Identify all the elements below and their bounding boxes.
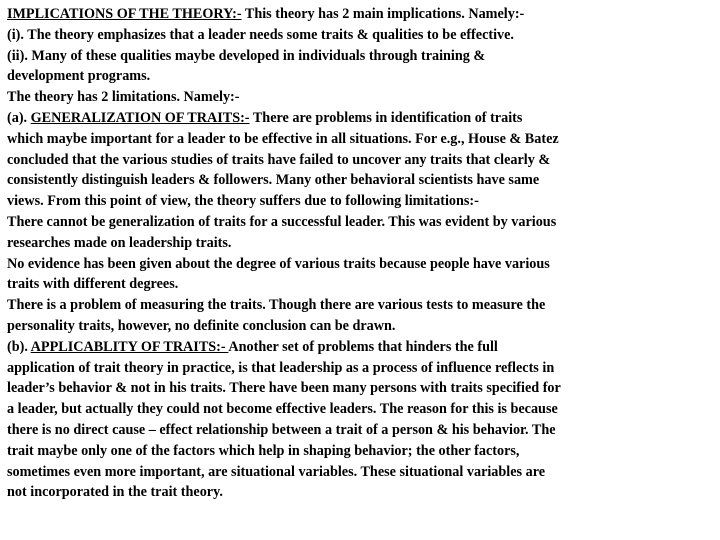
generalization-text-line: There cannot be generalization of traits for a successful leader. This was evident by various [7,213,557,230]
applicability-first-line [7,337,715,358]
generalization-text-line: There are problems in identification of traits [249,109,523,126]
generalization-text-line: views. From this point of view, the theory suffers due to following limitations:- [7,193,479,210]
implications-heading: IMPLICATIONS OF THE THEORY:- [7,6,242,22]
generalization-text-line: concluded that the various studies of traits have failed to uncover any traits that clearly & [7,151,551,168]
applicability-text-line: not incorporated in the trait theory. [7,484,223,501]
generalization-label: (a). [7,109,31,126]
applicability-text-line: application of trait theory in practice, is that leadership as a process of influence reflects in [7,359,555,376]
applicability-text-line: a leader, but actually they could not become effective leaders. The reason for this is because [7,401,558,418]
document-body [7,4,715,503]
applicability-text-line: sometimes even more important, are situational variables. These situational variables are [7,463,546,480]
applicability-text-line: there is no direct cause – effect relationship between a trait of a person & his behavior. The [7,421,556,438]
applicability-heading: APPLICABLITY OF TRAITS:- [30,338,229,355]
implications-line [7,4,715,25]
applicability-text-line: Another set of problems that hinders the full [228,338,498,355]
generalization-text-line: consistently distinguish leaders & followers. Many other behavioral scientists have same [7,172,540,189]
generalization-text-line: There is a problem of measuring the traits. Though there are various tests to measure the [7,297,546,314]
generalization-heading: GENERALIZATION OF TRAITS:- [30,109,250,126]
implication-point-ii-line-1: (ii). Many of these qualities maybe developed in individuals through training & [7,47,486,64]
applicability-label: (b). [7,338,31,355]
implication-point-i: (i). The theory emphasizes that a leader needs some traits & qualities to be effective. [7,26,514,43]
applicability-text-line: trait maybe only one of the factors which help in shaping behavior; the other factors, [7,442,520,459]
generalization-text-line: researches made on leadership traits. [7,234,232,251]
implications-intro: This theory has 2 main implications. Namely:- [241,6,525,22]
applicability-text-line: leader’s behavior & not in his traits. There have been many persons with traits specified for [7,380,561,397]
implication-point-ii-line-2: development programs. [7,68,151,85]
limitations-intro: The theory has 2 limitations. Namely:- [7,89,240,106]
generalization-text-line: No evidence has been given about the degree of various traits because people have various [7,255,550,272]
generalization-text-line: personality traits, however, no definite conclusion can be drawn. [7,317,396,334]
generalization-text-line: traits with different degrees. [7,276,179,293]
generalization-text-line: which maybe important for a leader to be effective in all situations. For e.g., House & Batez [7,130,559,147]
generalization-first-line [7,108,715,129]
